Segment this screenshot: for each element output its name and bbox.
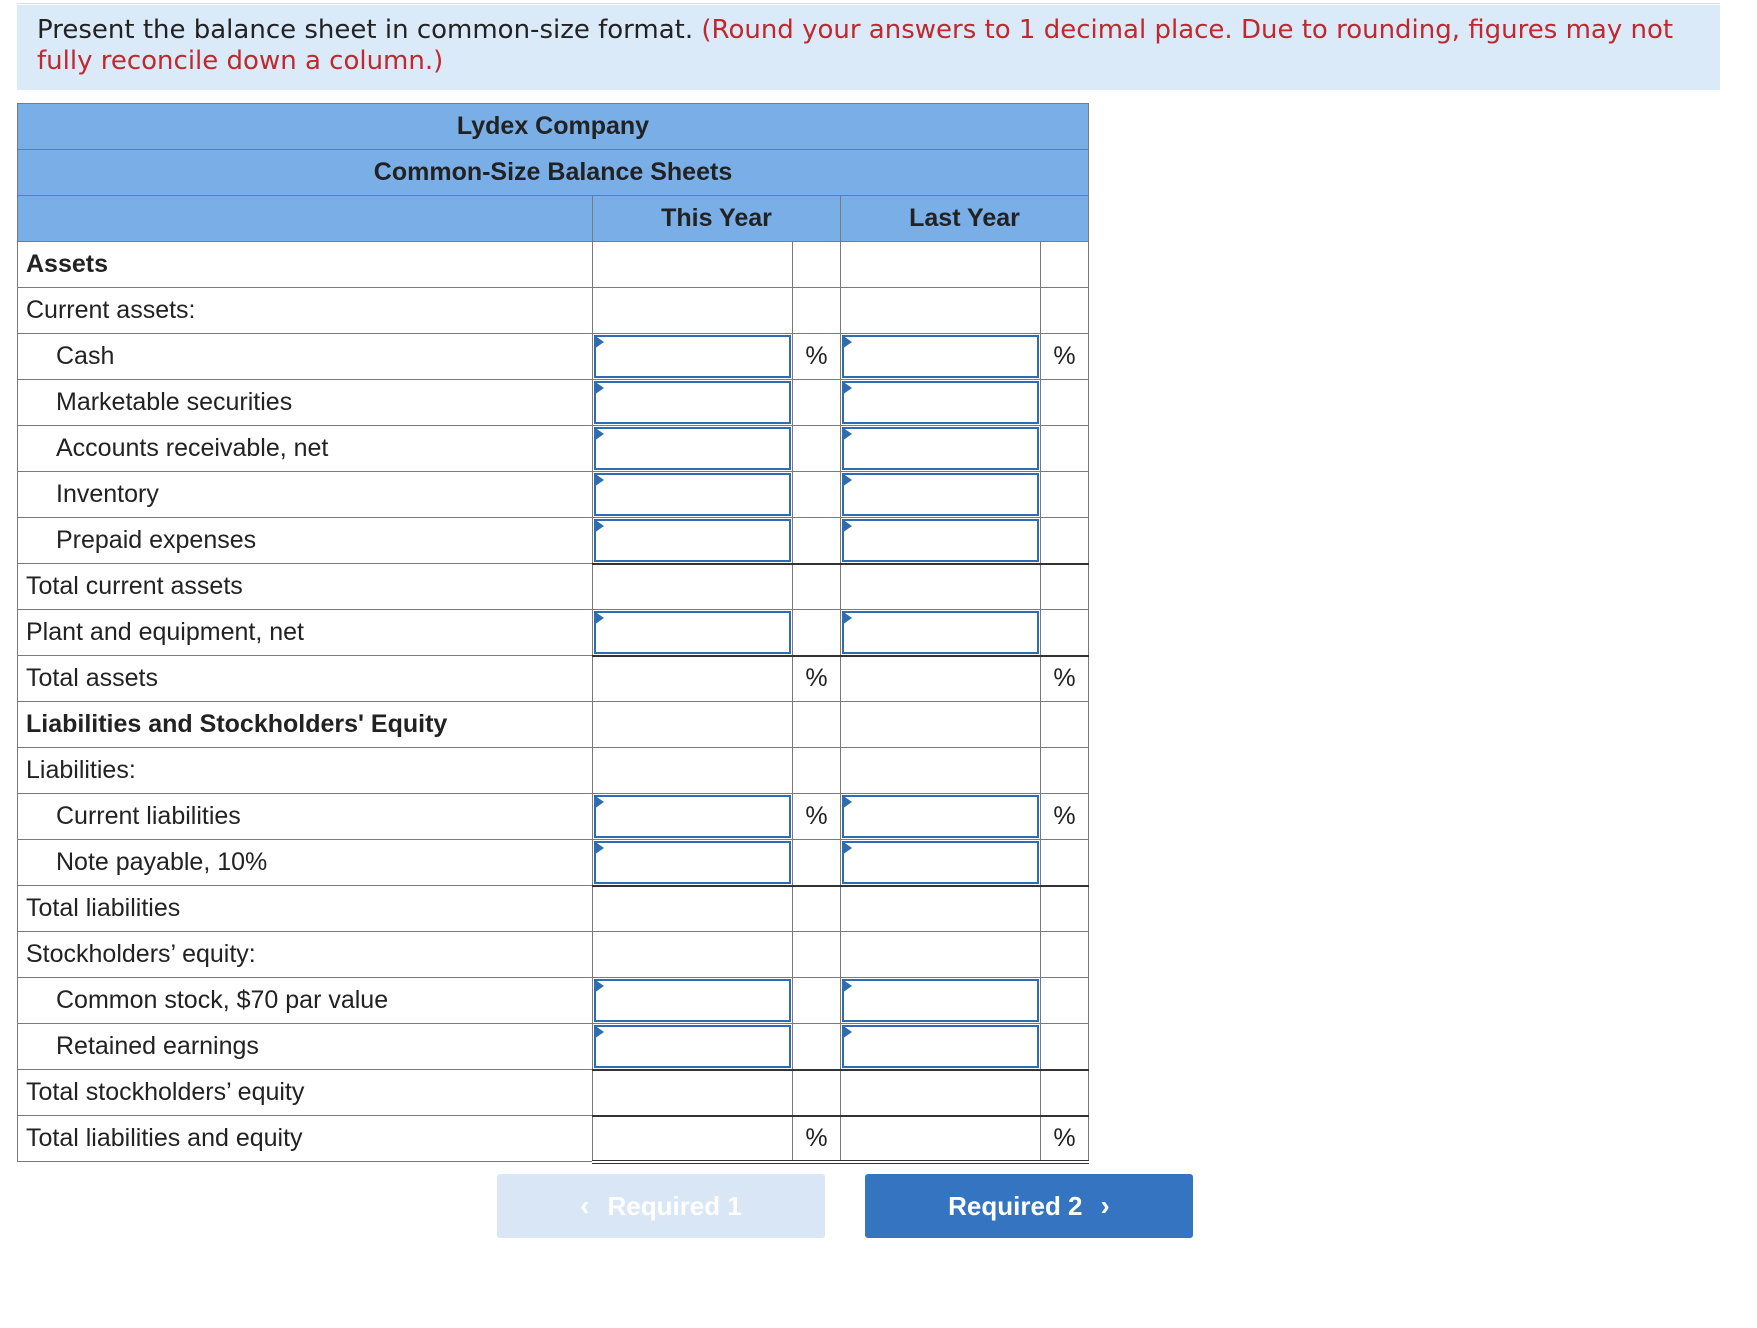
row-total-liabilities-equity <box>18 1116 1089 1162</box>
row-current-liabilities <box>18 794 1089 840</box>
row-stockholders-equity <box>18 932 1089 978</box>
total-stockholders-equity-this-year <box>593 1070 793 1116</box>
common-size-balance-sheet <box>17 103 1089 1164</box>
row-prepaid-expenses <box>18 518 1089 564</box>
total-liabilities-this-year <box>593 886 793 932</box>
section-label: Liabilities and Stockholders' Equity <box>18 702 593 748</box>
cash-this-year-input[interactable] <box>593 334 793 380</box>
total-assets-this-year <box>593 656 793 702</box>
row-label: Total current assets <box>18 564 593 610</box>
row-total-current-assets <box>18 564 1089 610</box>
row-label: Cash <box>18 334 593 380</box>
retained-earnings-this-year-input[interactable] <box>593 1024 793 1070</box>
subsection-label: Current assets: <box>18 288 593 334</box>
total-liabilities-equity-this-year <box>593 1116 793 1162</box>
row-note-payable <box>18 840 1089 886</box>
total-liabilities-equity-last-year <box>841 1116 1041 1162</box>
plant-equipment-last-year-input[interactable] <box>841 610 1041 656</box>
total-liabilities-last-year <box>841 886 1041 932</box>
row-label: Accounts receivable, net <box>18 426 593 472</box>
percent-sign: % <box>1041 1116 1089 1162</box>
total-stockholders-equity-last-year <box>841 1070 1041 1116</box>
row-total-stockholders-equity <box>18 1070 1089 1116</box>
row-label: Total assets <box>18 656 593 702</box>
section-label: Assets <box>18 242 593 288</box>
accounts-receivable-this-year-input[interactable] <box>593 426 793 472</box>
row-label: Prepaid expenses <box>18 518 593 564</box>
row-label: Note payable, 10% <box>18 840 593 886</box>
note-payable-last-year-input[interactable] <box>841 840 1041 886</box>
chevron-left-icon: ‹ <box>580 1190 590 1221</box>
row-cash <box>18 334 1089 380</box>
row-current-assets <box>18 288 1089 334</box>
current-liabilities-this-year-input[interactable] <box>593 794 793 840</box>
row-plant-equipment <box>18 610 1089 656</box>
instructions-panel <box>17 5 1720 90</box>
row-accounts-receivable <box>18 426 1089 472</box>
percent-sign: % <box>793 1116 841 1162</box>
chevron-right-icon: › <box>1100 1190 1110 1221</box>
rounding-note: (Round your answers to 1 decimal place. Due to rounding, figures may not fully reconcile down a column.) <box>37 15 1674 76</box>
total-current-assets-last-year <box>841 564 1041 610</box>
row-label: Total liabilities and equity <box>18 1116 593 1162</box>
percent-sign: % <box>1041 656 1089 702</box>
column-header-last-year: Last Year <box>841 196 1089 242</box>
row-liabilities <box>18 748 1089 794</box>
header-blank <box>18 196 593 242</box>
percent-sign: % <box>1041 334 1089 380</box>
accounts-receivable-last-year-input[interactable] <box>841 426 1041 472</box>
row-total-assets <box>18 656 1089 702</box>
company-name: Lydex Company <box>18 104 1089 150</box>
row-label: Retained earnings <box>18 1024 593 1070</box>
note-payable-this-year-input[interactable] <box>593 840 793 886</box>
marketable-securities-this-year-input[interactable] <box>593 380 793 426</box>
retained-earnings-last-year-input[interactable] <box>841 1024 1041 1070</box>
row-label: Common stock, $70 par value <box>18 978 593 1024</box>
common-stock-this-year-input[interactable] <box>593 978 793 1024</box>
row-total-liabilities <box>18 886 1089 932</box>
required-1-button[interactable] <box>497 1174 825 1238</box>
row-label: Plant and equipment, net <box>18 610 593 656</box>
required-2-button[interactable] <box>865 1174 1193 1238</box>
common-stock-last-year-input[interactable] <box>841 978 1041 1024</box>
percent-sign: % <box>793 656 841 702</box>
row-common-stock <box>18 978 1089 1024</box>
next-button-label: Required 2 <box>948 1190 1083 1221</box>
subsection-label: Stockholders’ equity: <box>18 932 593 978</box>
row-inventory <box>18 472 1089 518</box>
column-header-this-year: This Year <box>593 196 841 242</box>
row-label: Inventory <box>18 472 593 518</box>
row-label: Total liabilities <box>18 886 593 932</box>
prepaid-expenses-this-year-input[interactable] <box>593 518 793 564</box>
marketable-securities-last-year-input[interactable] <box>841 380 1041 426</box>
total-assets-last-year <box>841 656 1041 702</box>
percent-sign: % <box>793 794 841 840</box>
statement-title: Common-Size Balance Sheets <box>18 150 1089 196</box>
row-retained-earnings <box>18 1024 1089 1070</box>
plant-equipment-this-year-input[interactable] <box>593 610 793 656</box>
inventory-last-year-input[interactable] <box>841 472 1041 518</box>
subsection-label: Liabilities: <box>18 748 593 794</box>
percent-sign: % <box>1041 794 1089 840</box>
prepaid-expenses-last-year-input[interactable] <box>841 518 1041 564</box>
inventory-this-year-input[interactable] <box>593 472 793 518</box>
row-marketable-securities <box>18 380 1089 426</box>
total-current-assets-this-year <box>593 564 793 610</box>
instruction-text: Present the balance sheet in common-size format. <box>37 15 694 45</box>
current-liabilities-last-year-input[interactable] <box>841 794 1041 840</box>
top-divider <box>17 3 1720 4</box>
cash-last-year-input[interactable] <box>841 334 1041 380</box>
prev-button-label: Required 1 <box>607 1190 742 1221</box>
row-label: Total stockholders’ equity <box>18 1070 593 1116</box>
percent-sign: % <box>793 334 841 380</box>
row-label: Marketable securities <box>18 380 593 426</box>
row-label: Current liabilities <box>18 794 593 840</box>
row-liabilities-equity <box>18 702 1089 748</box>
row-assets <box>18 242 1089 288</box>
